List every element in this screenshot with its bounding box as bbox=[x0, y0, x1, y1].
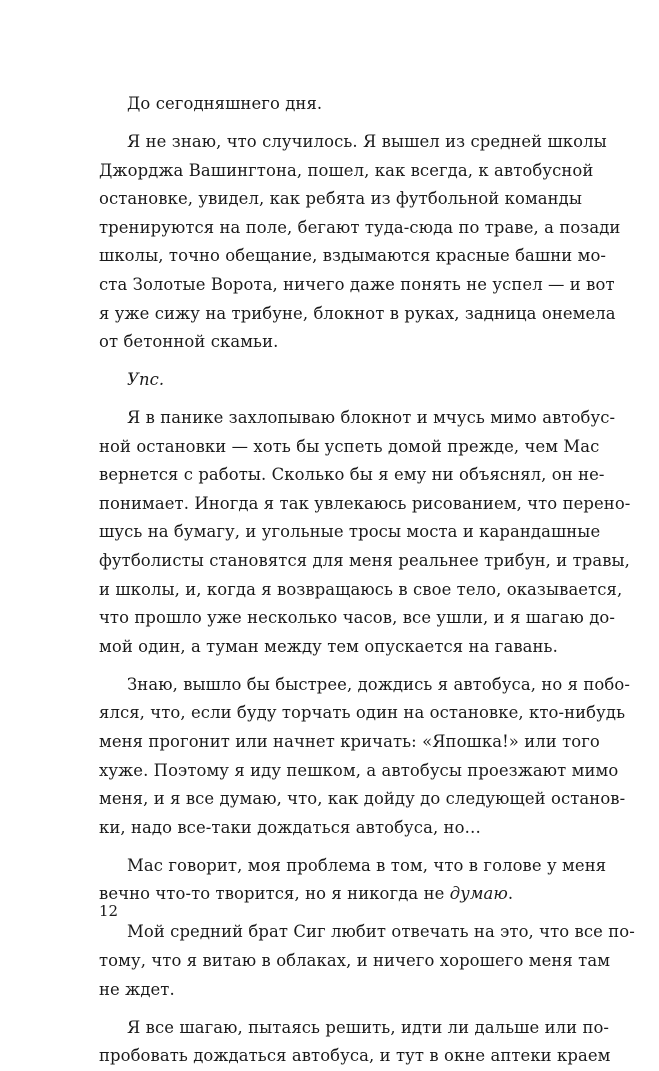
text-line: что прошло уже несколько часов, все ушли, и я шагаю до- bbox=[99, 608, 615, 628]
text-line: я уже сижу на трибуне, блокнот в руках, задница онемела bbox=[99, 303, 616, 323]
paragraph bbox=[99, 128, 621, 357]
text-line: и школы, и, когда я возвращаюсь в свое тело, оказывается, bbox=[99, 579, 623, 599]
paragraph bbox=[99, 671, 630, 843]
text-line: футболисты становятся для меня реальнее трибун, и травы, bbox=[99, 551, 630, 571]
text-line: Мас говорит, моя проблема в том, что в голове у меня bbox=[127, 855, 607, 875]
text-line: меня, и я все думаю, что, как дойду до следующей останов- bbox=[99, 789, 626, 809]
paragraph bbox=[99, 404, 631, 661]
paragraph bbox=[99, 918, 635, 1004]
text-line: Мой средний брат Сиг любит отвечать на это, что все по- bbox=[127, 922, 635, 942]
text-line: Я все шагаю, пытаясь решить, идти ли дальше или по- bbox=[127, 1017, 610, 1037]
text-line: понимает. Иногда я так увлекаюсь рисованием, что перено- bbox=[99, 493, 631, 513]
text-line: До сегодняшнего дня. bbox=[127, 94, 323, 113]
text-line: Джорджа Вашингтона, пошел, как всегда, к автобусной bbox=[99, 160, 594, 180]
text-line bbox=[99, 880, 568, 909]
text-line: мой один, а туман между тем опускается на гавань. bbox=[99, 636, 558, 656]
paragraph bbox=[99, 90, 568, 119]
text-line: ялся, что, если буду торчать один на остановке, кто-нибудь bbox=[99, 703, 626, 723]
text-segment: . bbox=[507, 884, 514, 904]
text-line: ки, надо все-таки дождаться автобуса, но… bbox=[99, 817, 482, 837]
text-line: ной остановки — хоть бы успеть домой прежде, чем Мас bbox=[99, 436, 600, 456]
text-line: вернется с работы. Сколько бы я ему ни объяснял, он не- bbox=[99, 465, 605, 485]
paragraph bbox=[99, 852, 607, 909]
text-line: школы, точно обещание, вздымаются красные башни мо- bbox=[99, 246, 607, 266]
text-line-italic: Упс. bbox=[127, 370, 165, 390]
text-line: Я не знаю, что случилось. Я вышел из средней школы bbox=[127, 131, 607, 151]
text-line: пробовать дождаться автобуса, и тут в окне аптеки краем bbox=[99, 1046, 611, 1066]
text-line: остановке, увидел, как ребята из футбольной команды bbox=[99, 189, 583, 209]
text-line: тому, что я витаю в облаках, и ничего хорошего меня там bbox=[99, 950, 611, 970]
text-line: шусь на бумагу, и угольные тросы моста и карандашные bbox=[99, 522, 601, 542]
text-line: хуже. Поэтому я иду пешком, а автобусы проезжают мимо bbox=[99, 760, 619, 780]
text-line: Знаю, вышло бы быстрее, дождись я автобуса, но я побо- bbox=[127, 674, 630, 694]
text-line: Я в панике захлопываю блокнот и мчусь мимо автобус- bbox=[127, 408, 616, 428]
text-segment: вечно что-то творится, но я никогда не bbox=[99, 884, 450, 904]
body-text bbox=[99, 90, 635, 1071]
paragraph bbox=[99, 366, 568, 395]
text-line: тренируются на поле, бегают туда-сюда по траве, а позади bbox=[99, 217, 621, 237]
text-line: не ждет. bbox=[99, 979, 175, 999]
text-line: ста Золотые Ворота, ничего даже понять не успел — и вот bbox=[99, 274, 615, 294]
text-line: от бетонной скамьи. bbox=[99, 332, 279, 352]
page-number: 12 bbox=[99, 902, 119, 920]
text-line: меня прогонит или начнет кричать: «Япошка!» или того bbox=[99, 732, 600, 752]
paragraph bbox=[99, 1014, 611, 1071]
emphasis-word: думаю bbox=[449, 884, 508, 904]
